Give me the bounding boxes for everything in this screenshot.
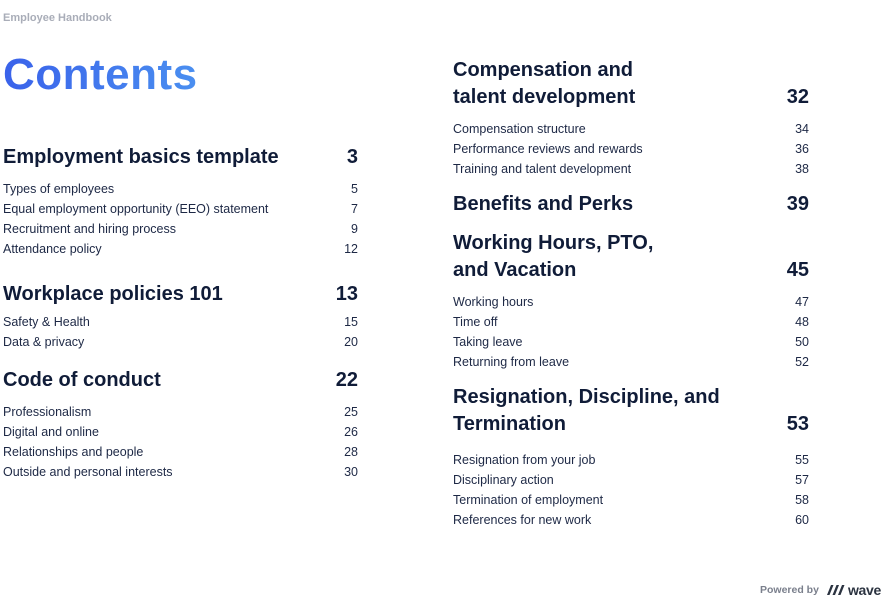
section-page-number: 53 [786, 413, 809, 435]
toc-item-label: References for new work [453, 513, 592, 527]
powered-by-footer[interactable] [760, 582, 881, 598]
section-heading[interactable] [453, 384, 809, 438]
section-page-number: 3 [346, 146, 358, 168]
section-title: Benefits and Perks [453, 193, 634, 215]
toc-item[interactable] [453, 139, 809, 159]
toc-item-page: 57 [795, 473, 809, 487]
toc-item-page: 9 [351, 222, 358, 236]
section-title: Workplace policies 101 [3, 283, 223, 305]
toc-item-list [453, 119, 809, 179]
section-title-line: and Vacation [453, 259, 577, 281]
section-title-line: Working Hours, PTO, [453, 232, 654, 254]
toc-item-label: Recruitment and hiring process [3, 222, 176, 236]
toc-item-page: 58 [795, 493, 809, 507]
toc-item-label: Safety & Health [3, 315, 90, 329]
toc-item-list [3, 179, 358, 259]
toc-item-page: 38 [795, 162, 809, 176]
toc-item-page: 28 [344, 445, 358, 459]
toc-item-label: Termination of employment [453, 493, 604, 507]
section-title [453, 230, 653, 284]
brand-name: wave [847, 582, 881, 598]
section-heading[interactable] [3, 367, 358, 394]
section-heading[interactable] [3, 144, 358, 171]
toc-item-page: 47 [795, 295, 809, 309]
toc-item-page: 26 [344, 425, 358, 439]
toc-item[interactable] [3, 312, 358, 332]
toc-item-label: Working hours [453, 295, 534, 309]
toc-item[interactable] [453, 470, 809, 490]
toc-section-workplace-policies [3, 281, 358, 352]
toc-item[interactable] [3, 442, 358, 462]
toc-section-benefits [453, 191, 809, 218]
toc-item[interactable] [3, 332, 358, 352]
toc-item-page: 20 [344, 335, 358, 349]
toc-item-page: 36 [795, 142, 809, 156]
section-page-number: 22 [335, 369, 358, 391]
toc-item-label: Disciplinary action [453, 473, 554, 487]
toc-item-page: 30 [344, 465, 358, 479]
toc-item-page: 15 [344, 315, 358, 329]
toc-item-label: Equal employment opportunity (EEO) statement [3, 202, 269, 216]
toc-item-page: 52 [795, 355, 809, 369]
toc-item-page: 25 [344, 405, 358, 419]
toc-section-compensation [453, 57, 809, 179]
toc-item[interactable] [453, 352, 809, 372]
toc-item-page: 7 [351, 202, 358, 216]
section-page-number: 13 [335, 283, 358, 305]
toc-section-resignation [453, 384, 809, 530]
section-title [453, 57, 635, 111]
section-title-line: talent development [453, 86, 636, 108]
section-heading[interactable] [453, 191, 809, 218]
toc-item[interactable] [3, 199, 358, 219]
toc-item[interactable] [3, 219, 358, 239]
toc-item[interactable] [453, 119, 809, 139]
section-heading[interactable] [453, 57, 809, 111]
toc-left-column [3, 144, 358, 482]
toc-item[interactable] [453, 490, 809, 510]
toc-item-page: 5 [351, 182, 358, 196]
toc-item[interactable] [453, 332, 809, 352]
toc-item[interactable] [3, 402, 358, 422]
document-label: Employee Handbook [3, 12, 112, 24]
section-page-number: 39 [786, 193, 809, 215]
toc-item-list [3, 402, 358, 482]
toc-item-label: Returning from leave [453, 355, 570, 369]
toc-item[interactable] [3, 179, 358, 199]
section-title-line: Resignation, Discipline, and [453, 386, 720, 408]
wave-logo-icon [825, 584, 845, 596]
toc-item-label: Types of employees [3, 182, 115, 196]
toc-item-label: Compensation structure [453, 122, 586, 136]
section-title: Code of conduct [3, 369, 161, 391]
toc-item-label: Resignation from your job [453, 453, 596, 467]
section-title-line: Compensation and [453, 59, 634, 81]
section-title [453, 384, 720, 438]
section-heading[interactable] [3, 281, 358, 308]
toc-item-label: Relationships and people [3, 445, 144, 459]
toc-item-list [453, 292, 809, 372]
toc-item-list [3, 312, 358, 352]
toc-item[interactable] [453, 292, 809, 312]
section-page-number: 32 [786, 86, 809, 108]
section-title: Employment basics template [3, 146, 279, 168]
toc-item-label: Digital and online [3, 425, 99, 439]
toc-item[interactable] [3, 462, 358, 482]
section-page-number: 45 [786, 259, 809, 281]
toc-item[interactable] [453, 159, 809, 179]
toc-item-label: Attendance policy [3, 242, 102, 256]
toc-item-label: Performance reviews and rewards [453, 142, 643, 156]
page-title: Contents [3, 50, 198, 99]
toc-item-page: 50 [795, 335, 809, 349]
toc-item-page: 60 [795, 513, 809, 527]
toc-item-label: Professionalism [3, 405, 92, 419]
toc-section-employment-basics [3, 144, 358, 259]
toc-item-label: Data & privacy [3, 335, 85, 349]
toc-item-label: Outside and personal interests [3, 465, 173, 479]
toc-item[interactable] [453, 312, 809, 332]
toc-item-label: Training and talent development [453, 162, 632, 176]
toc-item[interactable] [3, 422, 358, 442]
toc-item-page: 48 [795, 315, 809, 329]
toc-item-list [453, 450, 809, 530]
toc-item-label: Taking leave [453, 335, 523, 349]
toc-item-page: 34 [795, 122, 809, 136]
toc-item-page: 12 [344, 242, 358, 256]
toc-item[interactable] [453, 450, 809, 470]
toc-right-column [453, 57, 809, 530]
section-title-line: Termination [453, 413, 566, 435]
toc-item-label: Time off [453, 315, 498, 329]
section-heading[interactable] [453, 230, 809, 284]
toc-item[interactable] [453, 510, 809, 530]
toc-item[interactable] [3, 239, 358, 259]
toc-item-page: 55 [795, 453, 809, 467]
powered-by-text: Powered by [760, 584, 819, 596]
toc-section-code-of-conduct [3, 367, 358, 482]
toc-section-working-hours [453, 230, 809, 372]
